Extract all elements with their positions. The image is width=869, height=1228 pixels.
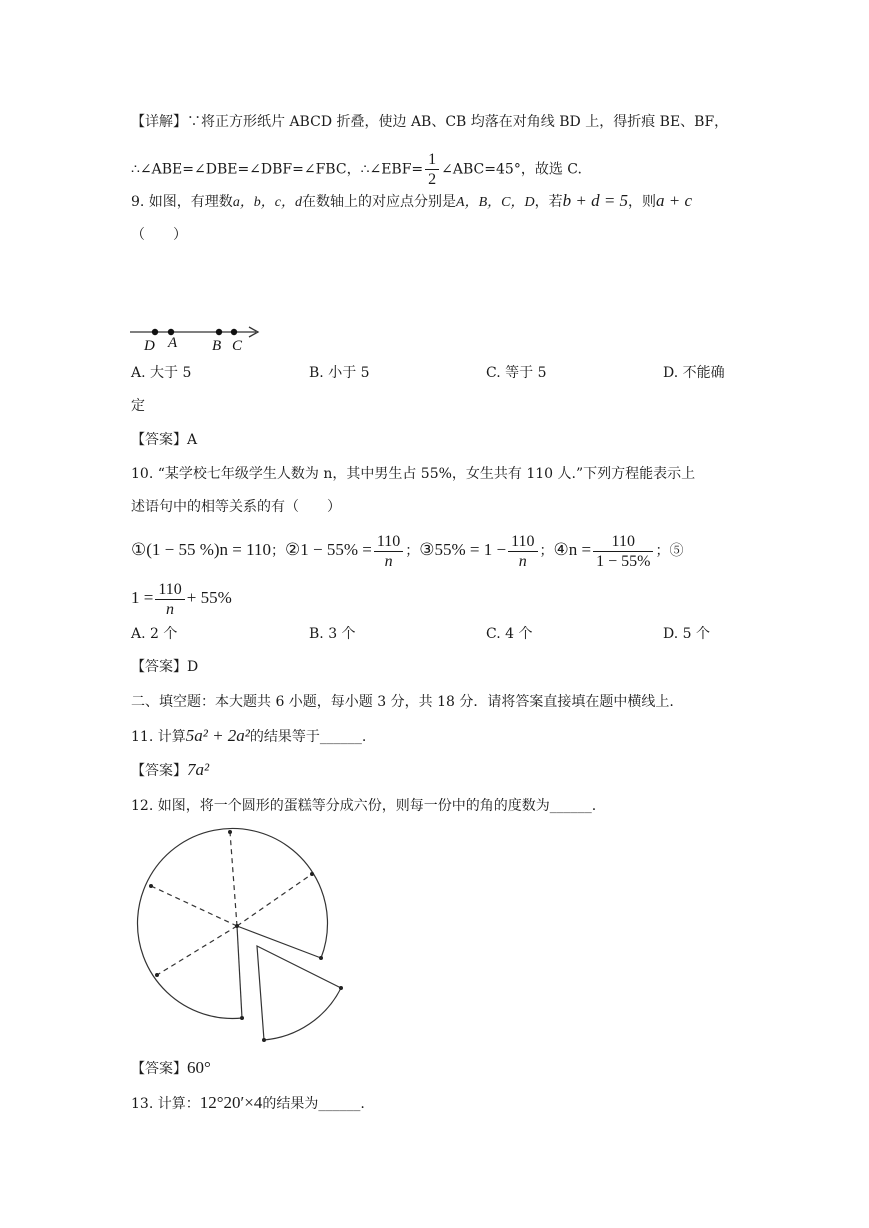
dashed-cut-upper-left <box>151 886 237 926</box>
q10-stem-2: 述语句中的相等关系的有（ ） <box>131 499 341 515</box>
label-b: B <box>212 338 222 354</box>
q11-stem: 11. 计算5a² + 2a²的结果等于______. <box>131 726 367 745</box>
q9-option-b: B. 小于 5 <box>309 365 370 381</box>
dashed-cut-upper-right <box>237 874 312 926</box>
q10-equation-5: 1 = $\frac{110}{n}$ + 55% <box>131 580 232 618</box>
cut-line-right <box>237 926 321 958</box>
label-a: A <box>168 335 178 351</box>
cake-figure <box>136 826 356 1052</box>
dashed-cut-top <box>230 832 237 926</box>
cake-slice <box>257 946 341 1040</box>
dashed-cut-lower-left <box>157 926 237 975</box>
q9-option-a: A. 大于 5 <box>131 365 192 381</box>
q11-answer: 【答案】7a² <box>131 760 210 779</box>
q9-paren: （ ） <box>131 227 187 243</box>
q10-option-b: B. 3 个 <box>309 626 356 642</box>
q10-answer: 【答案】D <box>131 659 199 675</box>
point-b <box>216 329 222 335</box>
detail-line-2: ∴∠ABE=∠DBE=∠DBF=∠FBC，∴∠EBF= $\frac{1}{2}$ ∠ABC=45°，故选 C. <box>131 151 582 188</box>
q9-option-d: D. 不能确 <box>663 365 725 381</box>
cake-outline <box>137 828 327 1018</box>
fraction-half: $\frac{1}{2}$ <box>425 150 439 189</box>
point-d <box>152 329 158 335</box>
q10-option-d: D. 5 个 <box>663 626 710 642</box>
q10-option-a: A. 2 个 <box>131 626 178 642</box>
q9-answer: 【答案】A <box>131 432 198 448</box>
q9-option-d-wrap: 定 <box>131 398 145 414</box>
detail-line-1: 【详解】∵将正方形纸片 ABCD 折叠，使边 AB、CB 均落在对角线 BD 上，得折痕 BE、BF， <box>131 114 729 130</box>
label-d: D <box>144 338 155 354</box>
q12-answer: 【答案】60° <box>131 1058 211 1077</box>
q10-equations-row: ①(1 − 55 %)n = 110；②1 − 55% = $\frac{110}{n}$ ；③55% = 1 − $\frac{110}{n}$ ；④n = $\frac{110}{1 - 55\%}$ ；⑤ <box>131 532 684 570</box>
label-c: C <box>232 338 243 354</box>
section-2-heading: 二、填空题：本大题共 6 小题，每小题 3 分，共 18 分．请将答案直接填在题中横线上. <box>131 694 674 710</box>
cut-line-bottom <box>237 926 242 1018</box>
q10-stem-1: 10. “某学校七年级学生人数为 n，其中男生占 55%，女生共有 110 人.”下列方程能表示上 <box>131 466 696 482</box>
q10-option-c: C. 4 个 <box>486 626 533 642</box>
q13-stem: 13. 计算：12°20′×4的结果为______. <box>131 1093 365 1112</box>
q9-stem: 9. 如图，有理数a，b，c，d在数轴上的对应点分别是A，B，C，D，若b + d = 5，则a + c <box>131 191 693 210</box>
q9-option-c: C. 等于 5 <box>486 365 547 381</box>
q12-stem: 12. 如图，将一个圆形的蛋糕等分成六份，则每一份中的角的度数为______. <box>131 798 597 814</box>
number-line-figure <box>128 320 268 356</box>
point-c <box>231 329 237 335</box>
